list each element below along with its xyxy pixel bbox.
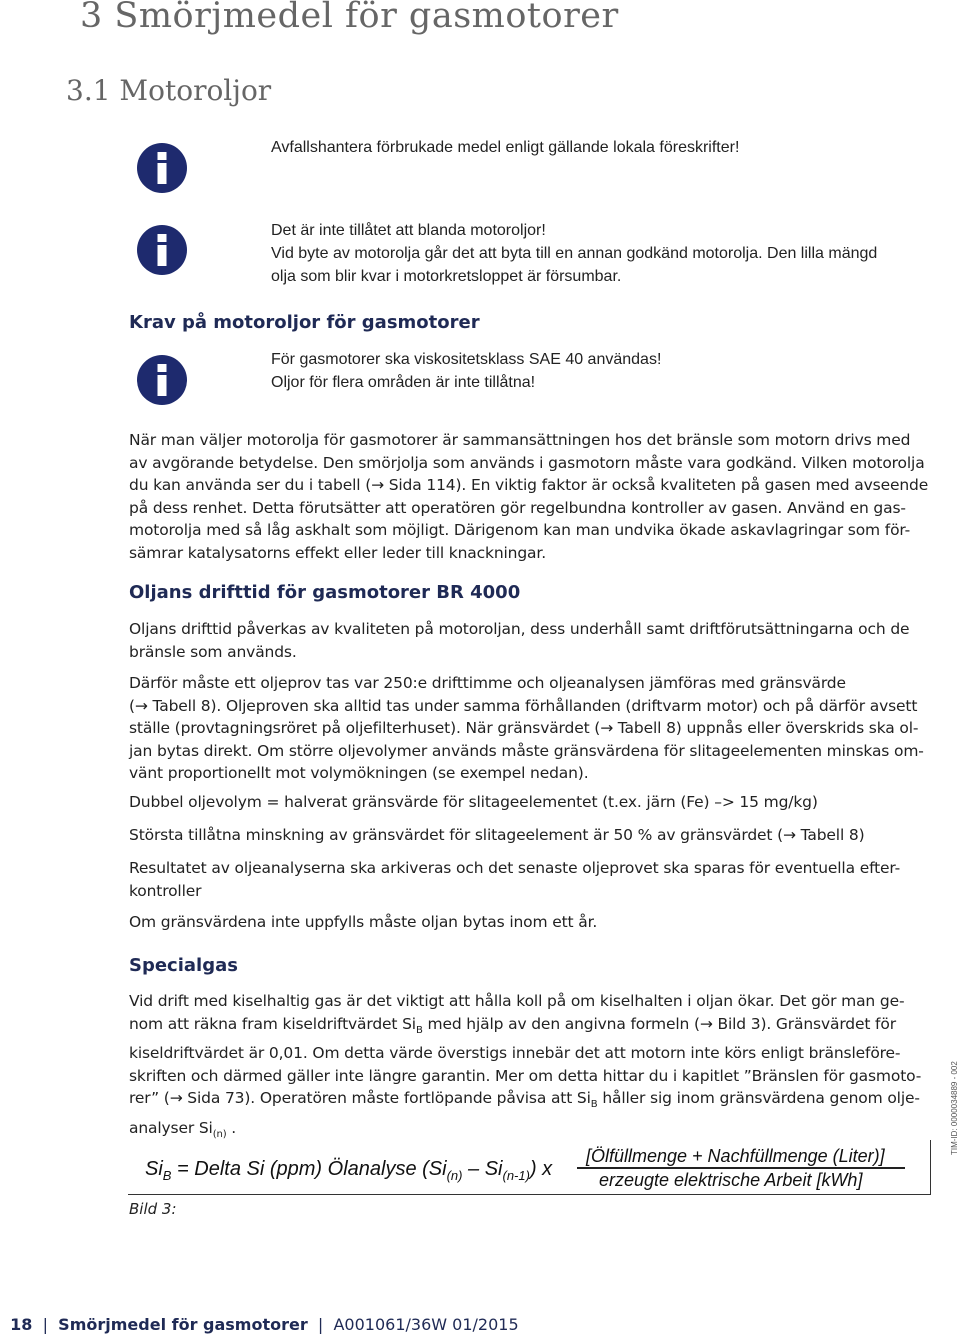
formula-numerator: [Ölfüllmenge + Nachfüllmenge (Liter)] [586,1146,885,1166]
text-line: När man väljer motorolja för gasmotorer är sammansättningen hos det bränsle som motorn drivs med [129,431,911,449]
text-line: skriften och därmed gäller inte längre garantin. Mer om detta hittar du i kapitlet ”Bränslen för gasmoto- [129,1066,922,1085]
heading-special: Specialgas [129,955,238,976]
side-id: TIM-ID: 0000034889 - 002 [950,1061,959,1155]
text-line: av avgörande betydelse. Den smörjolja som används i gasmotorn måste vara godkänd. Vilken motorolja [129,453,925,472]
section-title: 3.1 Motoroljor [66,74,272,107]
chapter-title: 3 Smörjmedel för gasmotorer [80,0,619,36]
note-sae [271,348,661,394]
text-line: Vid drift med kiselhaltig gas är det viktigt att hålla koll på om kiselhalten i oljan ökar. Det gör man ge- [129,992,905,1010]
footer-separator: | [42,1315,48,1334]
text-line: du kan använda ser du i tabell (→ Sida 114). En viktig faktor är också kvaliteten på gasen med avseende [129,476,929,494]
text-line: motorolja med så låg askhalt som möjligt. Därigenom kan man undvika ökade askavlagringar som för- [129,521,911,539]
heading-krav: Krav på motoroljor för gasmotorer [129,312,480,333]
note-mixing [271,219,877,288]
footer-doc: A001061/36W 01/2015 [333,1315,519,1334]
text-line: (→ Tabell 8). Oljeproven ska alltid tas under samma förhållanden (driftvarm motor) och på därför avsett [129,696,918,715]
note-line: Det är inte tillåtet att blanda motoroljor! [271,222,546,239]
para-storsta: Största tillåtna minskning av gränsvärdet för slitageelement är 50 % av gränsvärdet (→ Tabell 8) [129,826,865,844]
text-line: bränsle som används. [129,642,297,661]
page-number: 18 [10,1315,33,1334]
heading-drifttid: Oljans drifttid för gasmotorer BR 4000 [129,582,521,603]
footer-separator: | [317,1315,324,1334]
formula-expression: $Si_B$ = Delta Si (ppm) Ölanalyse $(Si_{(n)} - Si_{(n-1)})$ x [145,1158,553,1183]
note-line: Avfallshantera förbrukade medel enligt gällande lokala föreskrifter! [271,139,740,156]
note-line: olja som blir kvar i motorkretsloppet är försumbar. [271,268,622,285]
text-line: Därför måste ett oljeprov tas var 250:e drifttimme och oljeanalysen jämföras med gränsvärde [129,674,846,692]
para-resultat [129,857,929,902]
note-line: Oljor för flera områden är inte tillåtna! [271,374,536,391]
text-line: kontroller [129,881,202,900]
para-om: Om gränsvärdena inte uppfylls måste oljan bytas inom ett år. [129,913,598,931]
para-krav [129,429,929,564]
note-line: För gasmotorer ska viskositetsklass SAE 40 användas! [271,351,662,368]
text-line: Oljans drifttid påverkas av kvaliteten på motoroljan, dess underhåll samt driftförutsättningarna och de [129,620,910,638]
text-line: ställe (provtagningsröret på oljefilterhuset). När gränsvärdet (→ Tabell 8) uppnås eller överskrids ska ol- [129,719,919,737]
para-special [129,990,929,1146]
footer-title: Smörjmedel för gasmotorer [58,1315,308,1334]
para-drifttid-1 [129,618,929,663]
formula-denominator: erzeugte elektrische Arbeit [kWh] [599,1170,863,1190]
para-drifttid-2 [129,672,929,785]
para-dubbel: Dubbel oljevolym = halverat gränsvärde för slitageelementet (t.ex. järn (Fe) –> 15 mg/kg) [129,793,818,811]
text-line: Resultatet av oljeanalyserna ska arkiveras och det senaste oljeprovet ska sparas för eventuella efter- [129,859,901,877]
info-icon [137,143,187,193]
note-line: Vid byte av motorolja går det att byta till en annan godkänd motorolja. Den lilla mängd [271,245,878,262]
fraction-line [577,1167,905,1169]
text-line: på dess renhet. Detta förutsätter att operatören gör regelbundna kontroller av gasen. Använd en gas- [129,498,906,517]
text-line: vänt proportionellt mot volymökningen (se exempel nedan). [129,764,589,782]
info-icon [137,355,187,405]
text-line: rer” (→ Sida 73). Operatören måste fortlöpande påvisa att $Si_B$ håller sig inom gränsvärdena genom olje- [129,1089,920,1111]
text-line: jan bytas direkt. Om större oljevolymer används måste gränsvärdena för slitageelementen minskas om- [129,741,924,760]
figure-caption: Bild 3: [129,1200,177,1218]
text-line: sämrar katalysatorns effekt eller leder till knackningar. [129,543,546,562]
footer [0,1296,519,1334]
text-line: kiseldriftvärdet är 0,01. Om detta värde överstigs innebär det att motorn inte körs enligt bränsleföre- [129,1044,901,1063]
note-disposal [271,136,739,159]
info-icon [137,225,187,275]
text-line: nom att räkna fram kiseldriftvärdet $Si_B$ med hjälp av den angivna formeln (→ Bild 3). Gränsvärdet för [129,1014,896,1036]
text-line: analyser $Si_{(n)}$ . [129,1118,237,1140]
